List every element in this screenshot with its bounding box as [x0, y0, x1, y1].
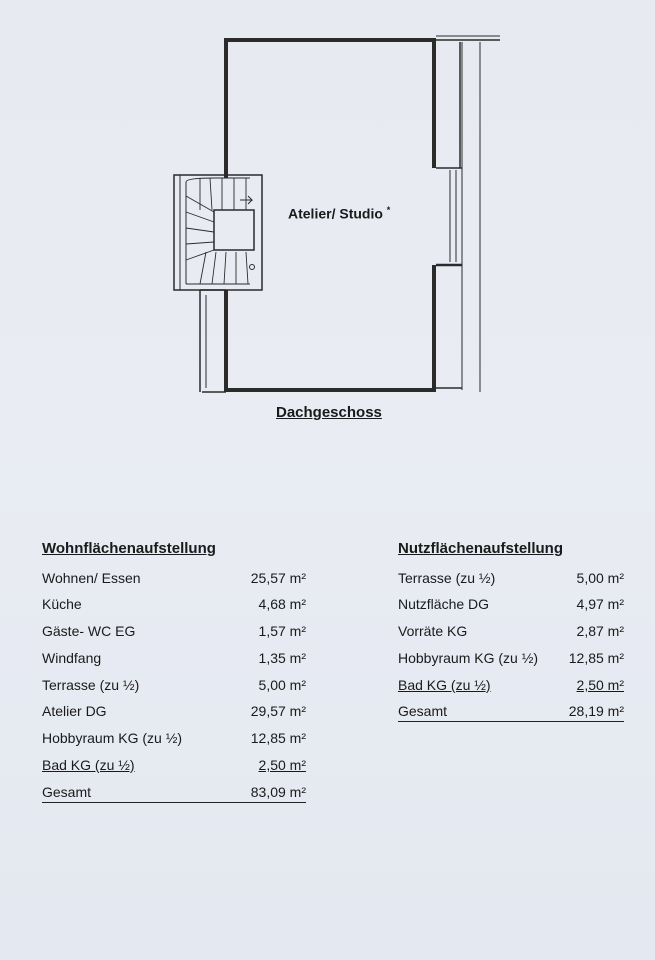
table-row: Küche 4,68 m²	[42, 596, 306, 612]
total-row: Gesamt 83,09 m²	[42, 784, 306, 803]
table-row: Atelier DG 29,57 m²	[42, 703, 306, 719]
living-area-heading: Wohnflächenaufstellung	[42, 540, 216, 557]
table-row: Windfang 1,35 m²	[42, 650, 306, 666]
table-row: Terrasse (zu ½) 5,00 m²	[42, 677, 306, 693]
table-row: Vorräte KG 2,87 m²	[398, 623, 624, 639]
table-row: Hobbyraum KG (zu ½) 12,85 m²	[398, 650, 624, 666]
stair-outline	[174, 175, 262, 290]
floor-label: Dachgeschoss	[276, 404, 382, 421]
table-row: Gäste- WC EG 1,57 m²	[42, 623, 306, 639]
room-label: Atelier/ Studio *	[288, 205, 391, 222]
table-row: Wohnen/ Essen 25,57 m²	[42, 570, 306, 586]
table-row: Nutzfläche DG 4,97 m²	[398, 596, 624, 612]
table-row: Terrasse (zu ½) 5,00 m²	[398, 570, 624, 586]
table-row: Hobbyraum KG (zu ½) 12,85 m²	[42, 730, 306, 746]
usable-area-heading: Nutzflächenaufstellung	[398, 540, 564, 557]
table-row: Bad KG (zu ½) 2,50 m²	[42, 757, 306, 773]
table-row: Bad KG (zu ½) 2,50 m²	[398, 677, 624, 693]
total-row: Gesamt 28,19 m²	[398, 703, 624, 722]
